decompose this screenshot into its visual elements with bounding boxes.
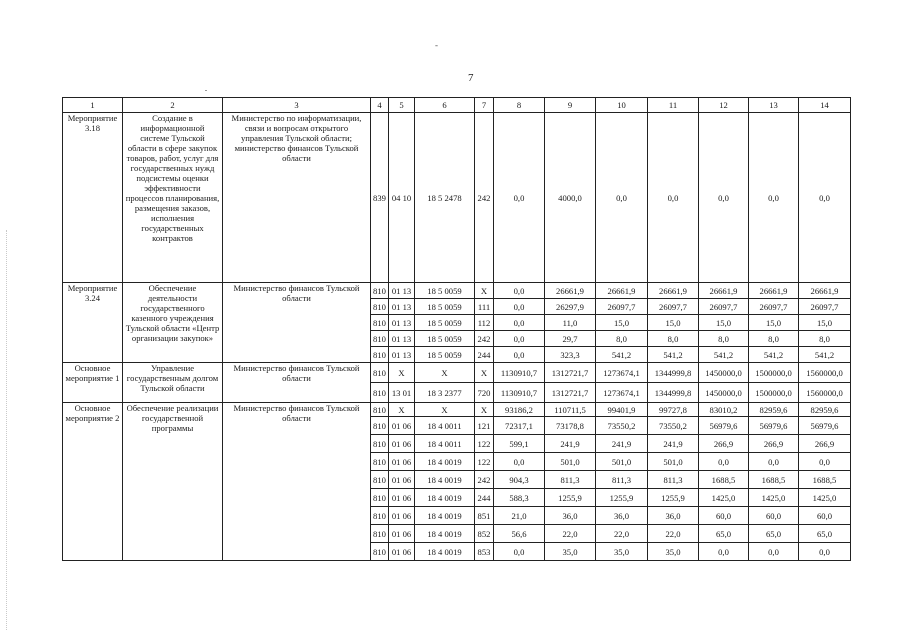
table-cell: 811,3 <box>545 471 596 489</box>
table-cell: X <box>475 363 494 383</box>
table-cell: 810 <box>371 403 389 417</box>
table-cell: 36,0 <box>648 507 699 525</box>
table-cell: 1344999,8 <box>648 363 699 383</box>
table-cell: 241,9 <box>596 435 648 453</box>
measure-description-cell: Создание в информационной системе Тульской области в сфере закупок товаров, работ, услуг для государственных нужд подсистемы оценки эффективности процессов планирования, размещения заказов, исполнения государственных контрактов <box>123 113 223 283</box>
table-cell: 810 <box>371 299 389 315</box>
page-number: 7 <box>468 72 474 84</box>
table-cell: 810 <box>371 453 389 471</box>
table-cell: 18 5 0059 <box>415 299 475 315</box>
table-cell: 18 5 2478 <box>415 113 475 283</box>
table-cell: 1312721,7 <box>545 363 596 383</box>
table-cell: 810 <box>371 525 389 543</box>
table-cell: 1130910,7 <box>494 383 545 403</box>
table-cell: 22,0 <box>596 525 648 543</box>
table-cell: 1688,5 <box>699 471 749 489</box>
table-cell: 1344999,8 <box>648 383 699 403</box>
table-body <box>63 113 851 561</box>
table-cell: 266,9 <box>799 435 851 453</box>
table-cell: 99727,8 <box>648 403 699 417</box>
table-cell: 01 06 <box>389 435 415 453</box>
table-cell: 35,0 <box>596 543 648 561</box>
table-cell: 82959,6 <box>799 403 851 417</box>
table-cell: 60,0 <box>799 507 851 525</box>
table-cell: 1560000,0 <box>799 363 851 383</box>
table-cell: 01 13 <box>389 299 415 315</box>
table-cell: 110711,5 <box>545 403 596 417</box>
table-cell: 26661,9 <box>699 283 749 299</box>
table-cell: 73550,2 <box>648 417 699 435</box>
table-cell: 73178,8 <box>545 417 596 435</box>
table-cell: 18 4 0019 <box>415 471 475 489</box>
table-cell: 0,0 <box>799 113 851 283</box>
table-cell: 8,0 <box>648 331 699 347</box>
table-cell: 11,0 <box>545 315 596 331</box>
table-cell: 853 <box>475 543 494 561</box>
table-cell: 122 <box>475 435 494 453</box>
table-cell: 323,3 <box>545 347 596 363</box>
table-cell: 1273674,1 <box>596 383 648 403</box>
table-cell: 0,0 <box>749 453 799 471</box>
table-cell: 810 <box>371 435 389 453</box>
table-cell: 18 5 0059 <box>415 315 475 331</box>
table-cell: 1273674,1 <box>596 363 648 383</box>
header-cell: 13 <box>749 98 799 113</box>
header-cell: 2 <box>123 98 223 113</box>
scan-speck <box>205 90 207 91</box>
table-cell: 22,0 <box>648 525 699 543</box>
table-cell: 244 <box>475 489 494 507</box>
table-cell: 82959,6 <box>749 403 799 417</box>
table-cell: 18 5 0059 <box>415 283 475 299</box>
table-row <box>63 113 851 283</box>
table-cell: 0,0 <box>799 543 851 561</box>
table-cell: 60,0 <box>749 507 799 525</box>
table-cell: 01 13 <box>389 283 415 299</box>
table-cell: 1255,9 <box>596 489 648 507</box>
table-cell: 18 4 0019 <box>415 543 475 561</box>
table-cell: 810 <box>371 347 389 363</box>
table-cell: 36,0 <box>545 507 596 525</box>
measure-description-cell: Обеспечение реализации государственной программы <box>123 403 223 561</box>
table-cell: 18 3 2377 <box>415 383 475 403</box>
table-cell: 56,6 <box>494 525 545 543</box>
table-cell: 65,0 <box>799 525 851 543</box>
table-cell: 810 <box>371 383 389 403</box>
table-cell: 0,0 <box>494 453 545 471</box>
executor-cell: Министерство финансов Тульской области <box>223 363 371 403</box>
table-cell: 851 <box>475 507 494 525</box>
table-cell: 0,0 <box>494 543 545 561</box>
table-cell: 22,0 <box>545 525 596 543</box>
table-cell: 01 06 <box>389 453 415 471</box>
table-cell: 0,0 <box>494 315 545 331</box>
measure-name-cell: Мероприятие 3.18 <box>63 113 123 283</box>
table-cell: 112 <box>475 315 494 331</box>
table-cell: 266,9 <box>699 435 749 453</box>
table-cell: 1425,0 <box>699 489 749 507</box>
table-cell: 8,0 <box>749 331 799 347</box>
table-cell: 26661,9 <box>596 283 648 299</box>
table-cell: 35,0 <box>545 543 596 561</box>
table-cell: 29,7 <box>545 331 596 347</box>
table-cell: 8,0 <box>596 331 648 347</box>
table-cell: 26097,7 <box>699 299 749 315</box>
table-cell: 541,2 <box>596 347 648 363</box>
table-cell: 18 4 0019 <box>415 507 475 525</box>
table-cell: 56979,6 <box>749 417 799 435</box>
table-cell: X <box>389 363 415 383</box>
table-cell: 65,0 <box>749 525 799 543</box>
table-cell: 0,0 <box>494 331 545 347</box>
header-cell: 1 <box>63 98 123 113</box>
table-cell: X <box>475 283 494 299</box>
table-cell: X <box>389 403 415 417</box>
table-cell: 01 06 <box>389 471 415 489</box>
table-cell: 01 13 <box>389 347 415 363</box>
table-cell: 242 <box>475 471 494 489</box>
table-cell: 56979,6 <box>799 417 851 435</box>
table-cell: 541,2 <box>648 347 699 363</box>
scan-margin-artifact <box>6 230 8 630</box>
table-cell: 720 <box>475 383 494 403</box>
table-cell: 01 06 <box>389 489 415 507</box>
table-cell: 18 4 0019 <box>415 525 475 543</box>
table-cell: 810 <box>371 489 389 507</box>
table-cell: 0,0 <box>699 113 749 283</box>
table-cell: 1312721,7 <box>545 383 596 403</box>
table-cell: 1500000,0 <box>749 363 799 383</box>
table-cell: 266,9 <box>749 435 799 453</box>
table-cell: 811,3 <box>596 471 648 489</box>
table-cell: 810 <box>371 507 389 525</box>
measure-description-cell: Обеспечение деятельности государственного казенного учреждения Тульской области «Центр организации закупок» <box>123 283 223 363</box>
table-cell: 26297,9 <box>545 299 596 315</box>
table-cell: 810 <box>371 283 389 299</box>
table-cell: 15,0 <box>648 315 699 331</box>
table-cell: 541,2 <box>749 347 799 363</box>
table-cell: 811,3 <box>648 471 699 489</box>
header-cell: 7 <box>475 98 494 113</box>
measure-name-cell: Основное мероприятие 2 <box>63 403 123 561</box>
table-cell: 13 01 <box>389 383 415 403</box>
table-cell: 18 4 0019 <box>415 453 475 471</box>
header-row <box>63 98 851 113</box>
table-cell: 1255,9 <box>648 489 699 507</box>
table-cell: 01 06 <box>389 543 415 561</box>
table-cell: 1688,5 <box>799 471 851 489</box>
measure-name-cell: Основное мероприятие 1 <box>63 363 123 403</box>
table-cell: 83010,2 <box>699 403 749 417</box>
table-cell: 1450000,0 <box>699 383 749 403</box>
table-cell: 599,1 <box>494 435 545 453</box>
table-cell: 241,9 <box>545 435 596 453</box>
table-cell: 1425,0 <box>799 489 851 507</box>
table-cell: 810 <box>371 471 389 489</box>
executor-cell: Министерство по информатизации, связи и вопросам открытого управления Тульской области; министерство финансов Тульской области <box>223 113 371 283</box>
table-cell: 588,3 <box>494 489 545 507</box>
table-cell: 0,0 <box>494 347 545 363</box>
table-cell: 810 <box>371 315 389 331</box>
table-cell: 241,9 <box>648 435 699 453</box>
table-cell: 0,0 <box>749 543 799 561</box>
table-cell: 93186,2 <box>494 403 545 417</box>
header-cell: 4 <box>371 98 389 113</box>
table-row <box>63 363 851 383</box>
table-cell: 0,0 <box>699 543 749 561</box>
header-cell: 11 <box>648 98 699 113</box>
table-cell: 72317,1 <box>494 417 545 435</box>
table-cell: 73550,2 <box>596 417 648 435</box>
table-cell: 501,0 <box>596 453 648 471</box>
table-cell: 21,0 <box>494 507 545 525</box>
table-cell: 36,0 <box>596 507 648 525</box>
table-cell: 0,0 <box>596 113 648 283</box>
table-cell: X <box>415 363 475 383</box>
header-cell: 6 <box>415 98 475 113</box>
header-cell: 8 <box>494 98 545 113</box>
table-cell: 26661,9 <box>749 283 799 299</box>
table-cell: X <box>415 403 475 417</box>
table-cell: 1560000,0 <box>799 383 851 403</box>
table-cell: 810 <box>371 543 389 561</box>
table-cell: 0,0 <box>648 113 699 283</box>
table-cell: 04 10 <box>389 113 415 283</box>
table-cell: 35,0 <box>648 543 699 561</box>
table-cell: 26661,9 <box>799 283 851 299</box>
table-cell: 01 06 <box>389 417 415 435</box>
table-cell: 122 <box>475 453 494 471</box>
table-cell: 242 <box>475 113 494 283</box>
table-cell: 60,0 <box>699 507 749 525</box>
table-cell: 0,0 <box>494 283 545 299</box>
header-cell: 3 <box>223 98 371 113</box>
table-cell: 01 13 <box>389 331 415 347</box>
table-cell: 810 <box>371 417 389 435</box>
table-cell: 18 4 0019 <box>415 489 475 507</box>
table-cell: 18 4 0011 <box>415 417 475 435</box>
table-cell: 01 13 <box>389 315 415 331</box>
table-cell: 1425,0 <box>749 489 799 507</box>
table-cell: 839 <box>371 113 389 283</box>
table-cell: 242 <box>475 331 494 347</box>
table-row <box>63 283 851 299</box>
table-cell: 15,0 <box>699 315 749 331</box>
header-cell: 9 <box>545 98 596 113</box>
table-cell: 26097,7 <box>596 299 648 315</box>
budget-table <box>62 97 851 561</box>
table-cell: 26661,9 <box>545 283 596 299</box>
table-cell: 18 4 0011 <box>415 435 475 453</box>
table-cell: 65,0 <box>699 525 749 543</box>
executor-cell: Министерство финансов Тульской области <box>223 403 371 561</box>
table-cell: 18 5 0059 <box>415 347 475 363</box>
table-cell: 15,0 <box>799 315 851 331</box>
table-cell: 0,0 <box>494 113 545 283</box>
table-cell: 852 <box>475 525 494 543</box>
table-cell: 1450000,0 <box>699 363 749 383</box>
table-cell: 01 06 <box>389 507 415 525</box>
table-cell: 01 06 <box>389 525 415 543</box>
table-cell: 501,0 <box>648 453 699 471</box>
table-cell: 810 <box>371 363 389 383</box>
table-cell: 8,0 <box>799 331 851 347</box>
table-cell: 0,0 <box>699 453 749 471</box>
header-cell: 12 <box>699 98 749 113</box>
table-cell: 1688,5 <box>749 471 799 489</box>
table-cell: 4000,0 <box>545 113 596 283</box>
table-cell: 904,3 <box>494 471 545 489</box>
header-cell: 10 <box>596 98 648 113</box>
table-cell: 1255,9 <box>545 489 596 507</box>
measure-name-cell: Мероприятие 3.24 <box>63 283 123 363</box>
table-cell: 810 <box>371 331 389 347</box>
table-cell: 26097,7 <box>648 299 699 315</box>
header-cell: 14 <box>799 98 851 113</box>
table-cell: 18 5 0059 <box>415 331 475 347</box>
table-cell: 541,2 <box>699 347 749 363</box>
table-cell: 15,0 <box>596 315 648 331</box>
header-cell: 5 <box>389 98 415 113</box>
table-cell: 8,0 <box>699 331 749 347</box>
table-cell: 99401,9 <box>596 403 648 417</box>
executor-cell: Министерство финансов Тульской области <box>223 283 371 363</box>
table-cell: 244 <box>475 347 494 363</box>
table-cell: 26097,7 <box>799 299 851 315</box>
table-cell: 121 <box>475 417 494 435</box>
measure-description-cell: Управление государственным долгом Тульской области <box>123 363 223 403</box>
table-cell: 541,2 <box>799 347 851 363</box>
table-cell: 26661,9 <box>648 283 699 299</box>
table-cell: 15,0 <box>749 315 799 331</box>
table-cell: 56979,6 <box>699 417 749 435</box>
table-cell: 501,0 <box>545 453 596 471</box>
table-cell: 26097,7 <box>749 299 799 315</box>
table-cell: 0,0 <box>799 453 851 471</box>
table-cell: X <box>475 403 494 417</box>
page-mark: - <box>435 40 438 50</box>
table-cell: 0,0 <box>749 113 799 283</box>
table-cell: 1130910,7 <box>494 363 545 383</box>
table-cell: 111 <box>475 299 494 315</box>
table-cell: 1500000,0 <box>749 383 799 403</box>
table-row <box>63 403 851 417</box>
table-cell: 0,0 <box>494 299 545 315</box>
